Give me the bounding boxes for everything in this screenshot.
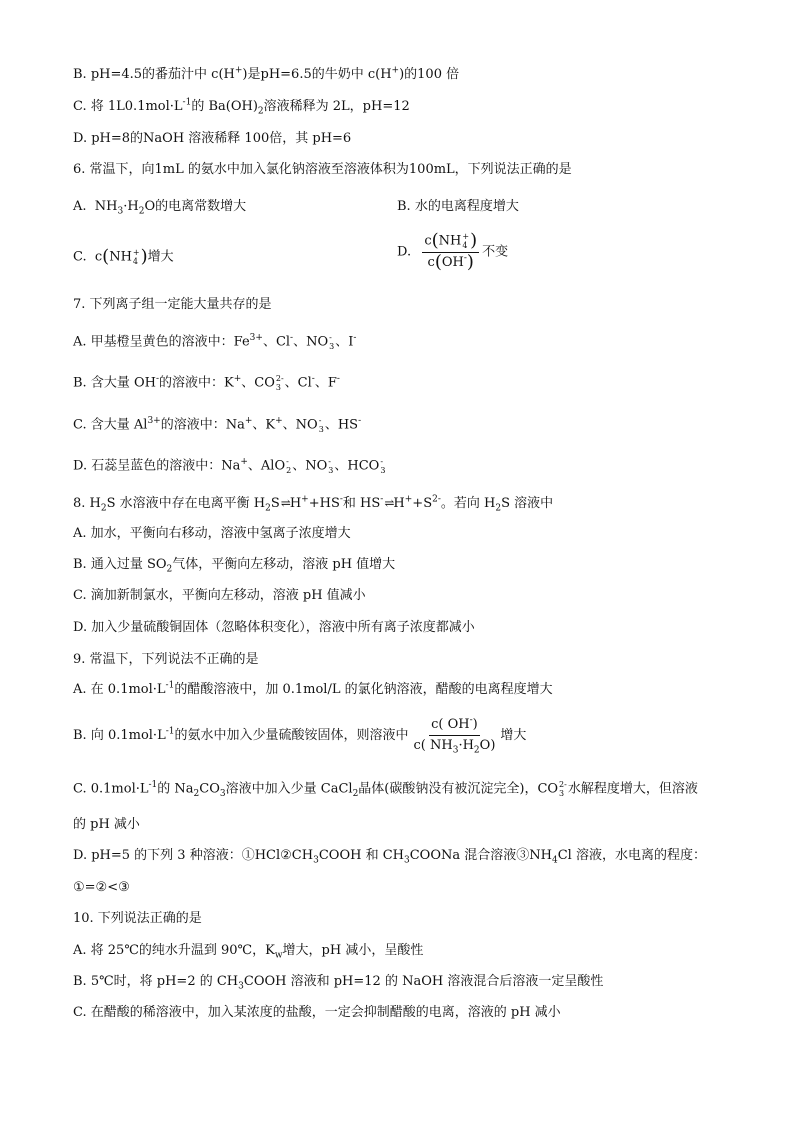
q5-option-d: D. pH=8的NaOH 溶液稀释 100倍，其 pH=6 [73, 131, 352, 146]
q9-option-d-line2: ①=②<③ [73, 880, 130, 895]
q9-option-b: B. 向 $0.1mol\cdot L^{-1}$的氨水中加入少量硫酸铵固体，则溶液中 $\frac{c( OH^-)}{c( NH_3\cdot H_2O)}$ 增大 [73, 715, 527, 756]
q7-option-c: C. 含大量 $Al^{3+}$的溶液中：Na+、K+、NO - 3 、HS- [73, 416, 362, 434]
q6-option-b: B. 水的电离程度增大 [397, 199, 519, 214]
q8-option-d: D. 加入少量硫酸铜固体（忽略体积变化），溶液中所有离子浓度都减小 [73, 620, 475, 635]
q10-option-b: B. 5℃时，将 pH=2 的 $CH_3COOH$ 溶液和 pH=12 的 NaOH 溶液混合后溶液一定呈酸性 [73, 974, 604, 992]
q10-option-c: C. 在醋酸的稀溶液中，加入某浓度的盐酸，一定会抑制醋酸的电离，溶液的 pH 减小 [73, 1005, 561, 1020]
equilibrium-arrow-icon: ⇌ [384, 496, 393, 510]
q6-option-c: C. c(NH + 4 )增大 [73, 246, 174, 267]
q7-stem: 7. 下列离子组一定能大量共存的是 [73, 297, 272, 312]
q9-fraction: $\frac{c( OH^-)}{c( NH_3\cdot H_2O)}$ [413, 715, 496, 756]
q5-option-b: B. pH=4.5的番茄汁中 c(H+)是pH=6.5的牛奶中 c(H+)的100 倍 [73, 65, 460, 82]
q9-option-d-line1: D. pH=5 的下列 3 种溶液：$①HCl②CH_3COOH$ 和 $CH_3COONa$ 混合溶液$③NH_4Cl$ 溶液，水电离的程度： [73, 848, 706, 866]
q9-option-a: A. 在 $0.1mol\cdot L^{-1}$的醋酸溶液中，加 0.1mol/L 的氯化钠溶液，醋酸的电离程度增大 [73, 680, 553, 697]
q6-stem: 6. 常温下，向1mL 的氨水中加入氯化钠溶液至溶液体积为100mL，下列说法正确的是 [73, 162, 572, 177]
q8-option-b: B. 通入过量 $SO_2$气体，平衡向左移动，溶液 pH 值增大 [73, 557, 396, 575]
q6-fraction: c(NH + 4 ) c(OH-) [424, 230, 478, 272]
q8-stem: 8. $H_2S$ 水溶液中存在电离平衡 $H_2S\rightleftharpoons H^++HS^-$和 $HS^-\rightleftharpoons H^++S^{2-}$。若向 $H_2S$ 溶液中 [73, 494, 554, 514]
q10-stem: 10. 下列说法正确的是 [73, 911, 202, 926]
q9-stem: 9. 常温下，下列说法不正确的是 [73, 652, 259, 667]
q5-option-c: C. 将 $1L0.1mol\cdot L^{-1}$的 $Ba(OH)_2$溶液稀释为 2L，pH=12 [73, 97, 410, 117]
q10-option-a: A. 将 25℃的纯水升温到 90℃，$K_w$增大，pH 减小，呈酸性 [73, 943, 424, 961]
q9-option-c-line1: C. $0.1mol\cdot L^{-1}$的 $Na_2CO_3$溶液中加入少量 CaCl$_2$晶体(碳酸钠没有被沉淀完全)，CO 2- 3 水解程度增大，但溶液 [73, 780, 698, 800]
q9-option-c-line2: 的 pH 减小 [73, 817, 140, 832]
q6-option-d: D. c(NH + 4 ) c(OH-) 不变 [397, 230, 509, 272]
equilibrium-arrow-icon: ⇌ [280, 496, 289, 510]
q8-option-c: C. 滴加新制氯水，平衡向左移动，溶液 pH 值减小 [73, 588, 366, 603]
q8-option-a: A. 加水，平衡向右移动，溶液中氢离子浓度增大 [73, 526, 351, 541]
q7-option-b: B. 含大量 OH-的溶液中：K+、CO 2- 3 、Cl-、F- [73, 374, 340, 392]
q7-option-a: A. 甲基橙呈黄色的溶液中：$Fe^{3+}$、Cl-、NO - 3 、I- [73, 333, 357, 351]
q6-option-a: A. $NH_3\cdot H_2O$的电离常数增大 [73, 199, 247, 217]
q7-option-d: D. 石蕊呈蓝色的溶液中：Na+、AlO - 2 、NO - 3 、HCO - 3 [73, 457, 386, 475]
